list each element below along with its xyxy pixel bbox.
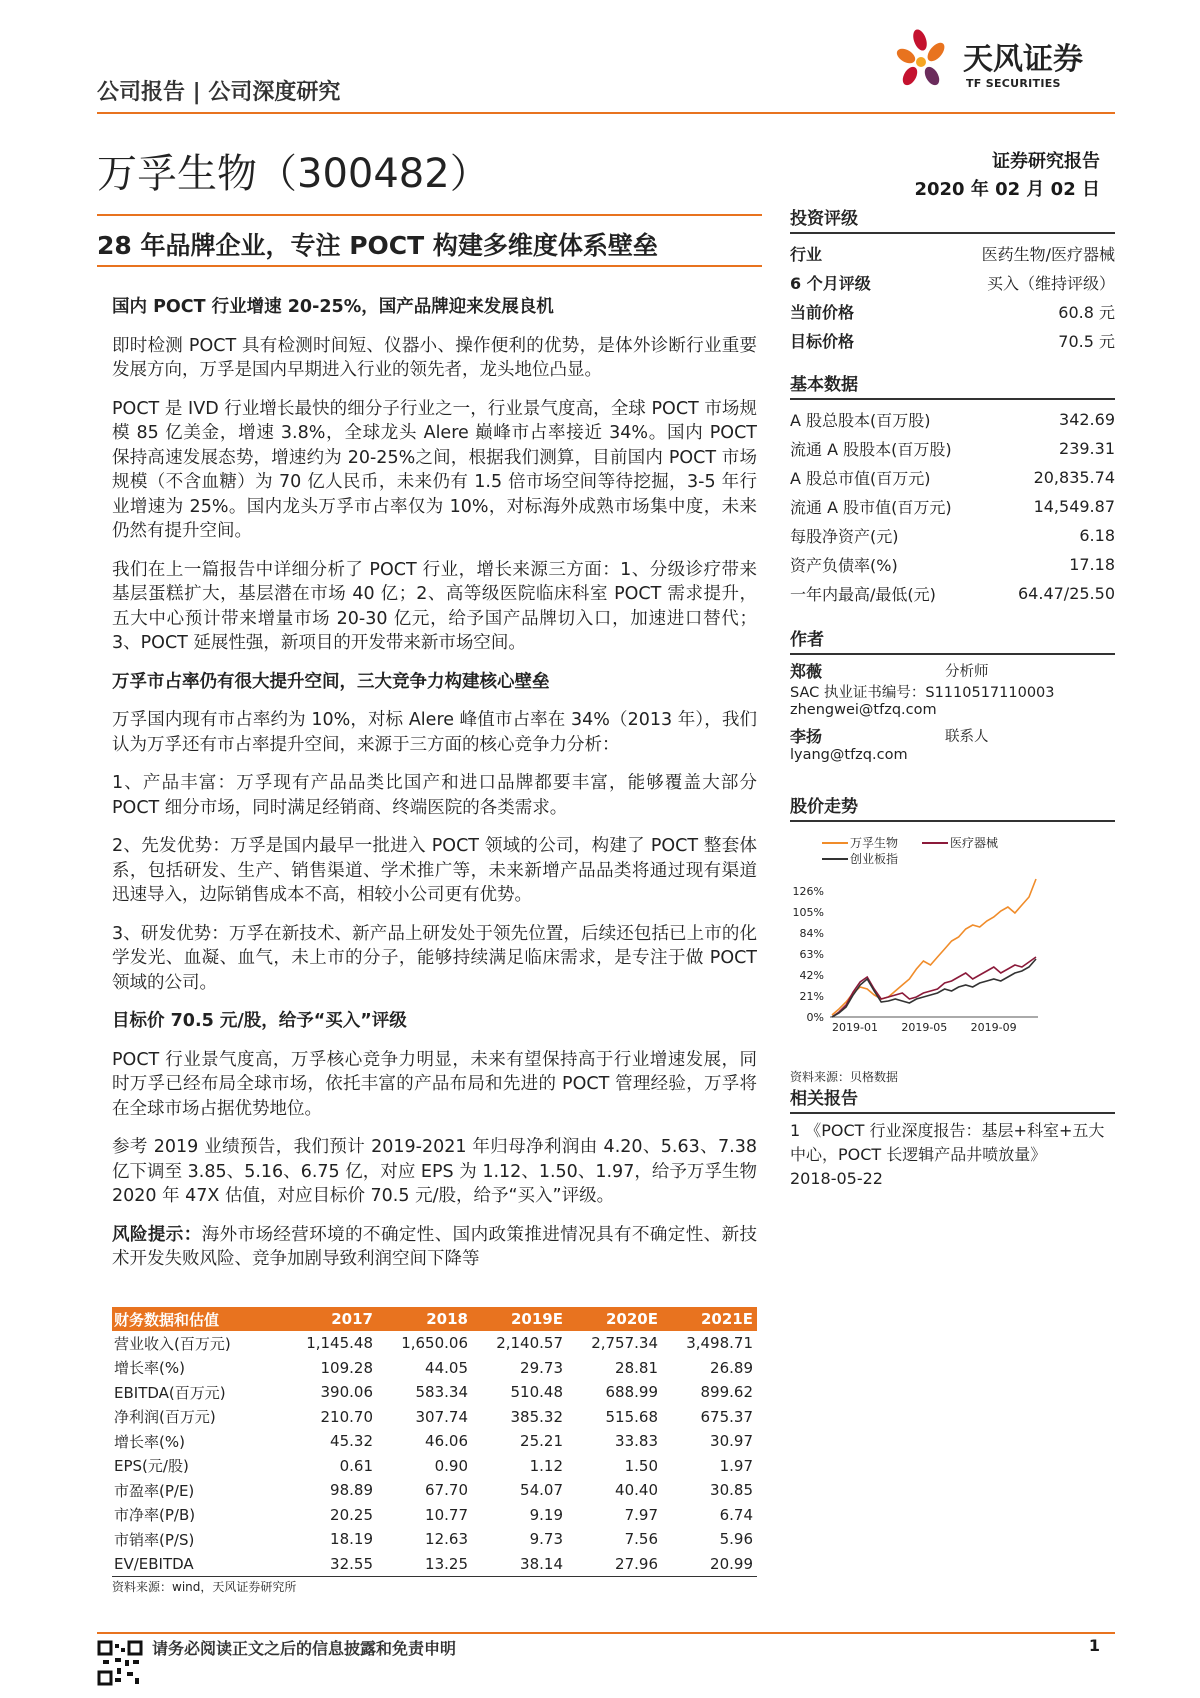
paragraph: 1、产品丰富：万孚现有产品品类比国产和进口品牌都要丰富，能够覆盖大部分 POCT 细分市场，同时满足经销商、终端医院的各类需求。	[112, 773, 757, 818]
table-cell: 390.06	[320, 1383, 373, 1402]
paragraph: 2、先发优势：万孚是国内最早一批进入 POCT 领域的公司，构建了 POCT 整套体系，包括研发、生产、销售渠道、学术推广等，未来新增产品品类将通过现有渠道迅速导入，边际销售成本不高，相较小公司更有优势。	[112, 836, 757, 905]
basic-data-row: 流通 A 股市值(百万元) 14,549.87	[790, 497, 1115, 517]
authors-heading: 作者	[790, 625, 1115, 655]
table-cell: 899.62	[700, 1383, 753, 1402]
section-heading: 目标价 70.5 元/股，给予“买入”评级	[112, 1011, 407, 1031]
table-cell: 46.06	[425, 1432, 468, 1451]
price-chart	[790, 827, 1115, 1062]
paragraph: 即时检测 POCT 具有检测时间短、仪器小、操作便利的优势，是体外诊断行业重要发展方向，万孚是国内早期进入行业的领先者，龙头地位凸显。	[112, 335, 757, 380]
table-cell: 33.83	[615, 1432, 658, 1451]
table-cell: 2,140.57	[496, 1334, 563, 1353]
table-header-cell: 财务数据和估值	[112, 1307, 282, 1331]
table-header-cell: 2019E	[472, 1307, 567, 1331]
legend-label: 医疗器械	[950, 836, 999, 850]
table-row	[112, 1527, 757, 1552]
table-cell: 2,757.34	[591, 1334, 658, 1353]
table-cell: 30.97	[710, 1432, 753, 1451]
table-header-row	[112, 1307, 757, 1331]
basic-data-block	[790, 370, 1115, 608]
table-cell: 12.63	[425, 1530, 468, 1549]
table-cell: 1.12	[529, 1456, 563, 1475]
x-tick-label: 2019-01	[832, 1021, 878, 1034]
table-cell: 3,498.71	[686, 1334, 753, 1353]
y-tick-label: 0%	[806, 1011, 824, 1024]
page-number: 1	[1088, 1636, 1100, 1655]
report-date: 2020 年 02 月 02 日	[914, 179, 1100, 200]
table-cell: 40.40	[615, 1481, 658, 1500]
price-chart-block	[790, 792, 1115, 1085]
basic-data-row: A 股总股本(百万股) 342.69	[790, 410, 1115, 430]
table-cell: 7.56	[624, 1530, 658, 1549]
rating-block	[790, 204, 1115, 355]
rating-row: 行业 医药生物/医疗器械	[790, 245, 1115, 264]
table-cell: 净利润(百万元)	[114, 1408, 216, 1427]
table-cell: EV/EBITDA	[112, 1552, 282, 1577]
table-cell: 45.32	[330, 1432, 373, 1451]
section-heading: 万孚市占率仍有很大提升空间，三大竞争力构建核心壁垒	[112, 671, 550, 692]
financial-table	[112, 1307, 757, 1577]
rating-row: 当前价格 60.8 元	[790, 303, 1115, 322]
table-cell: 20.25	[330, 1505, 373, 1524]
logo-text-en: TF SECURITIES	[966, 77, 1061, 90]
paragraph: POCT 行业景气度高，万孚核心竞争力明显，未来有望保持高于行业增速发展，同时万孚已经布局全球市场，依托丰富的产品布局和先进的 POCT 管理经验，万孚将在全球市场占据优势地位。	[112, 1049, 757, 1119]
rating-row: 目标价格 70.5 元	[790, 332, 1115, 351]
table-cell: 10.77	[425, 1505, 468, 1524]
table-source: 资料来源：wind，天风证券研究所	[112, 1580, 297, 1594]
author-role: 联系人	[945, 728, 989, 745]
author-name: 郑薇	[790, 662, 823, 681]
author-email: lyang@tfzq.com	[790, 747, 908, 763]
table-cell: 9.73	[529, 1530, 563, 1549]
qr-code-icon	[97, 1640, 143, 1686]
table-cell: 营业收入(百万元)	[114, 1334, 231, 1353]
basic-data-row: 一年内最高/最低(元) 64.47/25.50	[790, 584, 1115, 604]
author-email: zhengwei@tfzq.com	[790, 702, 937, 718]
title-rule	[97, 214, 762, 216]
paragraph: 参考 2019 业绩预告，我们预计 2019-2021 年归母净利润由 4.20、5.63、7.38 亿下调至 3.85、5.16、6.75 亿，对应 EPS 为 1.12、1.50、1.97，给予万孚生物 2020 年 47X 估值，对应目标价 70.5 元/股，给予“买入”评级。	[112, 1137, 757, 1206]
table-cell: 583.34	[415, 1383, 468, 1402]
table-cell: 109.28	[320, 1358, 373, 1377]
basic-data-row: A 股总市值(百万元) 20,835.74	[790, 468, 1115, 488]
logo-text-cn: 天风证券	[963, 42, 1083, 77]
related-report-date: 2018-05-22	[790, 1169, 883, 1188]
x-tick-label: 2019-05	[901, 1021, 948, 1034]
main-body	[112, 295, 757, 1282]
basic-data-row: 每股净资产(元) 6.18	[790, 526, 1115, 546]
table-cell: 1.50	[624, 1456, 658, 1475]
table-cell: 30.85	[710, 1481, 753, 1500]
related-reports-heading: 相关报告	[790, 1084, 1115, 1114]
company-logo	[890, 26, 1115, 96]
table-cell: 13.25	[377, 1552, 472, 1577]
table-cell: 688.99	[605, 1383, 658, 1402]
table-header-cell: 2017	[282, 1307, 377, 1331]
table-cell: 9.19	[529, 1505, 563, 1524]
table-row	[112, 1405, 757, 1430]
table-row	[112, 1356, 757, 1381]
table-cell: 510.48	[510, 1383, 563, 1402]
table-cell: 385.32	[510, 1407, 563, 1426]
table-row	[112, 1380, 757, 1405]
table-cell: 市净率(P/B)	[114, 1506, 196, 1525]
section-heading: 国内 POCT 行业增速 20-25%，国产品牌迎来发展良机	[112, 297, 554, 317]
report-subtitle: 28 年品牌企业，专注 POCT 构建多维度体系壁垒	[97, 231, 658, 260]
y-tick-label: 21%	[799, 990, 824, 1003]
table-cell: 44.05	[425, 1358, 468, 1377]
table-header-cell: 2018	[377, 1307, 472, 1331]
table-row	[112, 1552, 757, 1577]
paragraph: 万孚国内现有市占率约为 10%，对标 Alere 峰值市占率在 34%（2013 年），我们认为万孚还有市占率提升空间，来源于三方面的核心竞争力分析：	[112, 710, 757, 755]
table-row	[112, 1478, 757, 1503]
subtitle-rule	[97, 265, 762, 267]
disclaimer-link[interactable]: 请务必阅读正文之后的信息披露和免责申明	[152, 1639, 457, 1658]
table-header-cell: 2021E	[662, 1307, 757, 1331]
table-row	[112, 1503, 757, 1528]
table-cell: 32.55	[282, 1552, 377, 1577]
paragraph: 3、研发优势：万孚在新技术、新产品上研发处于领先位置，后续还包括已上市的化学发光、血凝、血气，未上市的分子，能够持续满足临床需求，是专注于做 POCT 领域的公司。	[112, 923, 757, 993]
chart-source: 资料来源：贝格数据	[790, 1070, 899, 1084]
table-cell: 1,650.06	[401, 1334, 468, 1353]
table-cell: 7.97	[624, 1505, 658, 1524]
table-cell: 98.89	[330, 1481, 373, 1500]
legend-label: 创业板指	[850, 852, 899, 866]
table-cell: 1,145.48	[306, 1334, 373, 1353]
footer-rule	[97, 1632, 1115, 1634]
risk-text: 海外市场经营环境的不确定性、国内政策推进情况具有不确定性、新技术开发失败风险、竞争加剧导致利润空间下降等	[112, 1224, 758, 1269]
y-tick-label: 126%	[792, 885, 824, 898]
table-header-cell: 2020E	[567, 1307, 662, 1331]
table-cell: 1.97	[719, 1456, 753, 1475]
report-category: 公司报告 | 公司深度研究	[97, 80, 341, 105]
table-cell: 210.70	[320, 1407, 373, 1426]
table-row	[112, 1454, 757, 1479]
basic-data-row: 资产负债率(%) 17.18	[790, 555, 1115, 575]
risk-paragraph	[112, 1223, 757, 1272]
table-cell: 0.61	[339, 1456, 373, 1475]
company-title: 万孚生物（300482）	[97, 151, 490, 197]
table-cell: EBITDA(百万元)	[114, 1383, 226, 1402]
author-cert: SAC 执业证书编号：S1110517110003	[790, 685, 1055, 701]
table-cell: 307.74	[415, 1407, 468, 1426]
y-tick-label: 42%	[799, 969, 824, 982]
table-cell: 5.96	[719, 1530, 753, 1549]
rating-heading: 投资评级	[790, 204, 1115, 234]
table-cell: 20.99	[662, 1552, 757, 1577]
table-cell: 市销率(P/S)	[114, 1530, 195, 1549]
risk-label: 风险提示：	[112, 1224, 202, 1245]
table-cell: EPS(元/股)	[114, 1457, 189, 1476]
table-cell: 0.90	[434, 1456, 468, 1475]
table-cell: 54.07	[520, 1481, 563, 1500]
author-name: 李扬	[790, 726, 823, 746]
x-tick-label: 2019-09	[970, 1021, 1017, 1034]
y-tick-label: 84%	[799, 927, 824, 940]
table-cell: 38.14	[472, 1552, 567, 1577]
rating-row: 6 个月评级 买入（维持评级）	[790, 274, 1115, 293]
table-cell: 27.96	[567, 1552, 662, 1577]
table-cell: 25.21	[520, 1432, 563, 1451]
related-report-item[interactable]: 1 《POCT 行业深度报告：基层+科室+五大中心，POCT 长逻辑产品井喷放量》	[790, 1121, 1105, 1164]
table-cell: 67.70	[425, 1481, 468, 1500]
related-reports-block	[790, 1084, 1115, 1191]
header-rule	[97, 112, 1115, 114]
table-cell: 26.89	[710, 1358, 753, 1377]
legend-label: 万孚生物	[850, 836, 899, 850]
table-row	[112, 1331, 757, 1356]
table-cell: 市盈率(P/E)	[114, 1481, 195, 1500]
authors-block	[790, 625, 1115, 768]
paragraph: POCT 是 IVD 行业增长最快的细分子行业之一，行业景气度高，全球 POCT 市场规模 85 亿美金，增速 3.8%，全球龙头 Alere 巅峰市占率接近 34%。国内 POCT 保持高速发展态势，增速约为 20-25%之间，根据我们测算，目前国内 POCT 市场规模（不含血糖）为 70 亿人民币，未来仍有 1.5 倍市场空间等待挖掘，3-5 年行业增速为 25%。国内龙头万孚市占率仅为 10%，对标海外成熟市场集中度，未来仍然有提升空间。	[112, 398, 757, 541]
table-cell: 增长率(%)	[114, 1359, 185, 1378]
report-type: 证券研究报告	[992, 151, 1100, 172]
table-cell: 28.81	[615, 1358, 658, 1377]
table-cell: 6.74	[719, 1505, 753, 1524]
logo-petals-icon	[890, 26, 960, 96]
paragraph: 我们在上一篇报告中详细分析了 POCT 行业，增长来源三方面：1、分级诊疗带来基层蛋糕扩大，基层潜在市场 40 亿；2、高等级医院临床科室 POCT 需求提升，五大中心预计带来增量市场 20-30 亿元，给予国产品牌切入口，加速进口替代；3、POCT 延展性强，新项目的开发带来新市场空间。	[112, 559, 757, 653]
table-cell: 29.73	[520, 1358, 563, 1377]
table-row	[112, 1429, 757, 1454]
y-tick-label: 105%	[792, 906, 824, 919]
author-role: 分析师	[945, 664, 989, 680]
basic-data-row: 流通 A 股股本(百万股) 239.31	[790, 439, 1115, 459]
basic-data-heading: 基本数据	[790, 370, 1115, 400]
table-cell: 515.68	[605, 1407, 658, 1426]
price-chart-heading: 股价走势	[790, 792, 1115, 822]
y-tick-label: 63%	[799, 948, 824, 961]
table-cell: 18.19	[330, 1530, 373, 1549]
table-cell: 675.37	[700, 1407, 753, 1426]
table-cell: 增长率(%)	[114, 1432, 185, 1451]
